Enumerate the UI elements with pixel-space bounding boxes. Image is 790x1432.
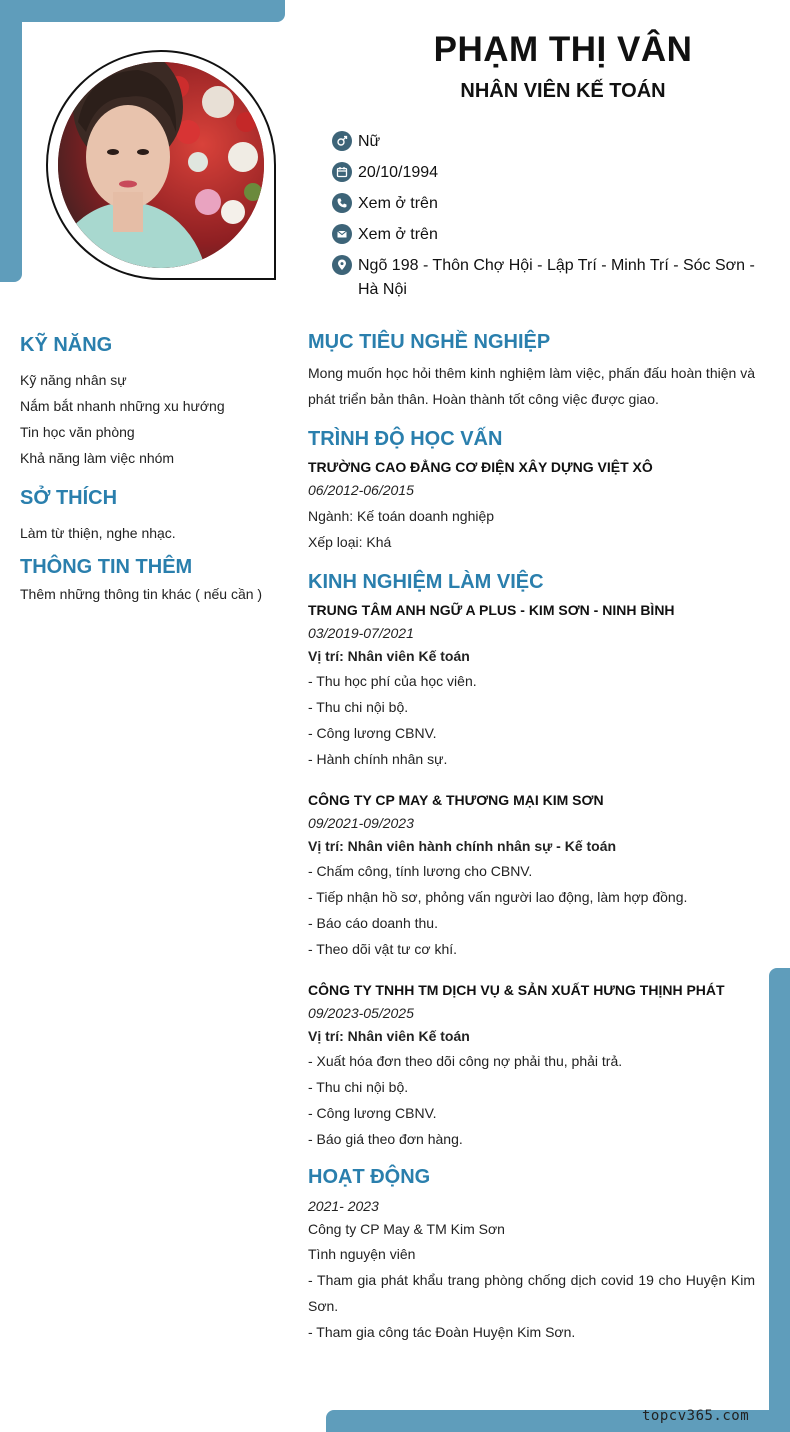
- extra-info-title: THÔNG TIN THÊM: [20, 556, 193, 578]
- school-name: TRƯỜNG CAO ĐẲNG CƠ ĐIỆN XÂY DỰNG VIỆT XÔ: [308, 459, 653, 475]
- job-task: - Thu chi nội bộ.: [308, 699, 409, 715]
- activity-item: - Tham gia công tác Đoàn Huyện Kim Sơn.: [308, 1324, 576, 1340]
- candidate-title: NHÂN VIÊN KẾ TOÁN: [460, 80, 666, 102]
- job-task: - Theo dõi vật tư cơ khí.: [308, 941, 458, 957]
- email-value: Xem ở trên: [358, 226, 438, 243]
- education-major: Ngành: Kế toán doanh nghiệp: [308, 508, 495, 524]
- location-icon: [332, 255, 352, 275]
- activities-role: Tình nguyện viên: [308, 1246, 416, 1262]
- gender-icon: [332, 131, 352, 151]
- job-entry: [308, 980, 755, 1152]
- job-date: 09/2021-09/2023: [308, 815, 414, 831]
- profile-photo: [58, 62, 264, 268]
- contact-phone: [332, 192, 772, 216]
- skills-title: KỸ NĂNG: [20, 334, 113, 356]
- site-watermark: topcv365.com: [642, 1408, 750, 1424]
- job-task: - Hành chính nhân sự.: [308, 751, 448, 767]
- job-task: - Công lương CBNV.: [308, 725, 437, 741]
- job-position: Vị trí: Nhân viên hành chính nhân sự - Kế toán: [308, 838, 617, 854]
- job-task: - Báo giá theo đơn hàng.: [308, 1131, 463, 1147]
- contact-email: [332, 223, 772, 247]
- activity-item: - Tham gia phát khẩu trang phòng chống dịch covid 19 cho Huyện Kim Sơn.: [308, 1272, 755, 1314]
- decor-bar-top: [0, 0, 285, 22]
- email-icon: [332, 224, 352, 244]
- education-grade: Xếp loại: Khá: [308, 534, 392, 550]
- education-date: 06/2012-06/2015: [308, 482, 414, 498]
- extra-info-text: Thêm những thông tin khác ( nếu cần ): [20, 586, 263, 602]
- job-company: CÔNG TY TNHH TM DỊCH VỤ & SẢN XUẤT HƯNG THỊNH PHÁT: [308, 982, 725, 998]
- job-date: 03/2019-07/2021: [308, 625, 414, 641]
- decor-bar-right: [769, 968, 790, 1432]
- job-entry: [308, 790, 755, 962]
- job-task: - Xuất hóa đơn theo dõi công nợ phải thu, phải trả.: [308, 1053, 623, 1069]
- objective-title: MỤC TIÊU NGHỀ NGHIỆP: [308, 331, 551, 353]
- skill-item: Nắm bắt nhanh những xu hướng: [20, 398, 225, 414]
- skill-item: Tin học văn phòng: [20, 424, 135, 440]
- activities-org: Công ty CP May & TM Kim Sơn: [308, 1221, 505, 1237]
- hobbies-title: SỞ THÍCH: [20, 487, 118, 509]
- birthday-value: 20/10/1994: [358, 164, 439, 181]
- calendar-icon: [332, 162, 352, 182]
- job-company: CÔNG TY CP MAY & THƯƠNG MẠI KIM SƠN: [308, 792, 604, 808]
- job-task: - Báo cáo doanh thu.: [308, 915, 438, 931]
- skills-list: [20, 367, 290, 471]
- phone-value: Xem ở trên: [358, 195, 438, 212]
- activities-title: HOẠT ĐỘNG: [308, 1166, 431, 1188]
- address-value: Ngõ 198 - Thôn Chợ Hội - Lập Trí - Minh Trí - Sóc Sơn - Hà Nội: [358, 257, 755, 298]
- skill-item: Khả năng làm việc nhóm: [20, 450, 175, 466]
- decor-bar-left: [0, 0, 22, 282]
- contact-birthday: [332, 161, 772, 185]
- job-task: - Thu học phí của học viên.: [308, 673, 477, 689]
- contact-gender: [332, 130, 772, 154]
- skill-item: Kỹ năng nhân sự: [20, 372, 127, 388]
- job-task: - Tiếp nhận hồ sơ, phỏng vấn người lao động, làm hợp đồng.: [308, 889, 688, 905]
- phone-icon: [332, 193, 352, 213]
- job-date: 09/2023-05/2025: [308, 1005, 414, 1021]
- job-position: Vị trí: Nhân viên Kế toán: [308, 1028, 470, 1044]
- experience-title: KINH NGHIỆM LÀM VIỆC: [308, 571, 544, 593]
- job-entry: [308, 600, 755, 772]
- education-title: TRÌNH ĐỘ HỌC VẤN: [308, 428, 503, 450]
- job-task: - Công lương CBNV.: [308, 1105, 437, 1121]
- activities-date: 2021- 2023: [308, 1198, 379, 1214]
- left-column: [20, 334, 290, 607]
- candidate-name: PHẠM THỊ VÂN: [433, 30, 693, 69]
- gender-value: Nữ: [358, 133, 381, 150]
- job-task: - Thu chi nội bộ.: [308, 1079, 409, 1095]
- contact-info: [332, 130, 772, 309]
- job-company: TRUNG TÂM ANH NGỮ A PLUS - KIM SƠN - NINH BÌNH: [308, 602, 675, 618]
- objective-text: Mong muốn học hỏi thêm kinh nghiệm làm việc, phấn đấu hoàn thiện và phát triển bản thân. Hoàn thành tốt công việc được giao.: [308, 365, 755, 407]
- job-position: Vị trí: Nhân viên Kế toán: [308, 648, 470, 664]
- job-task: - Chấm công, tính lương cho CBNV.: [308, 863, 533, 879]
- right-column: [308, 331, 755, 1345]
- hobbies-text: Làm từ thiện, nghe nhạc.: [20, 525, 176, 541]
- contact-address: [332, 254, 772, 302]
